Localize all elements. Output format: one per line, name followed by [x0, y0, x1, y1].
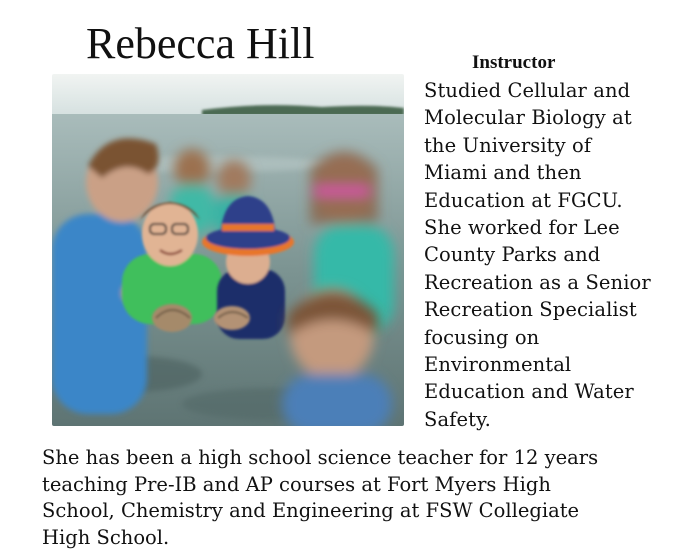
bio-line: Recreation as a Senior [424, 270, 651, 294]
bio-bottom-text [42, 445, 692, 551]
instructor-photo [52, 74, 404, 426]
bio-line: Miami and then [424, 161, 582, 185]
bio-line: Studied Cellular and [424, 79, 631, 102]
bio-line: Environmental [424, 353, 572, 377]
bio-side-text [424, 77, 694, 433]
bio-line: She worked for Lee [424, 216, 620, 240]
bio-line: County Parks and [424, 243, 601, 267]
bio-line: School, Chemistry and Engineering at FSW Collegiate [42, 499, 580, 522]
bio-line: Education and Water [424, 380, 634, 404]
bio-line: High School. [42, 525, 170, 549]
bio-line: Recreation Specialist [424, 298, 637, 322]
bio-line: the University of [424, 133, 592, 157]
instructor-role: Instructor [472, 52, 556, 73]
bio-line: She has been a high school science teacher for 12 years [42, 446, 599, 469]
photo-illustration [52, 74, 404, 426]
instructor-name: Rebecca Hill [86, 19, 315, 68]
bio-line: teaching Pre-IB and AP courses at Fort Myers High [42, 472, 551, 496]
bio-line: Education at FGCU. [424, 188, 623, 212]
bio-line: focusing on [424, 325, 540, 349]
bio-line: Molecular Biology at [424, 106, 632, 130]
bio-line: Safety. [424, 407, 491, 431]
